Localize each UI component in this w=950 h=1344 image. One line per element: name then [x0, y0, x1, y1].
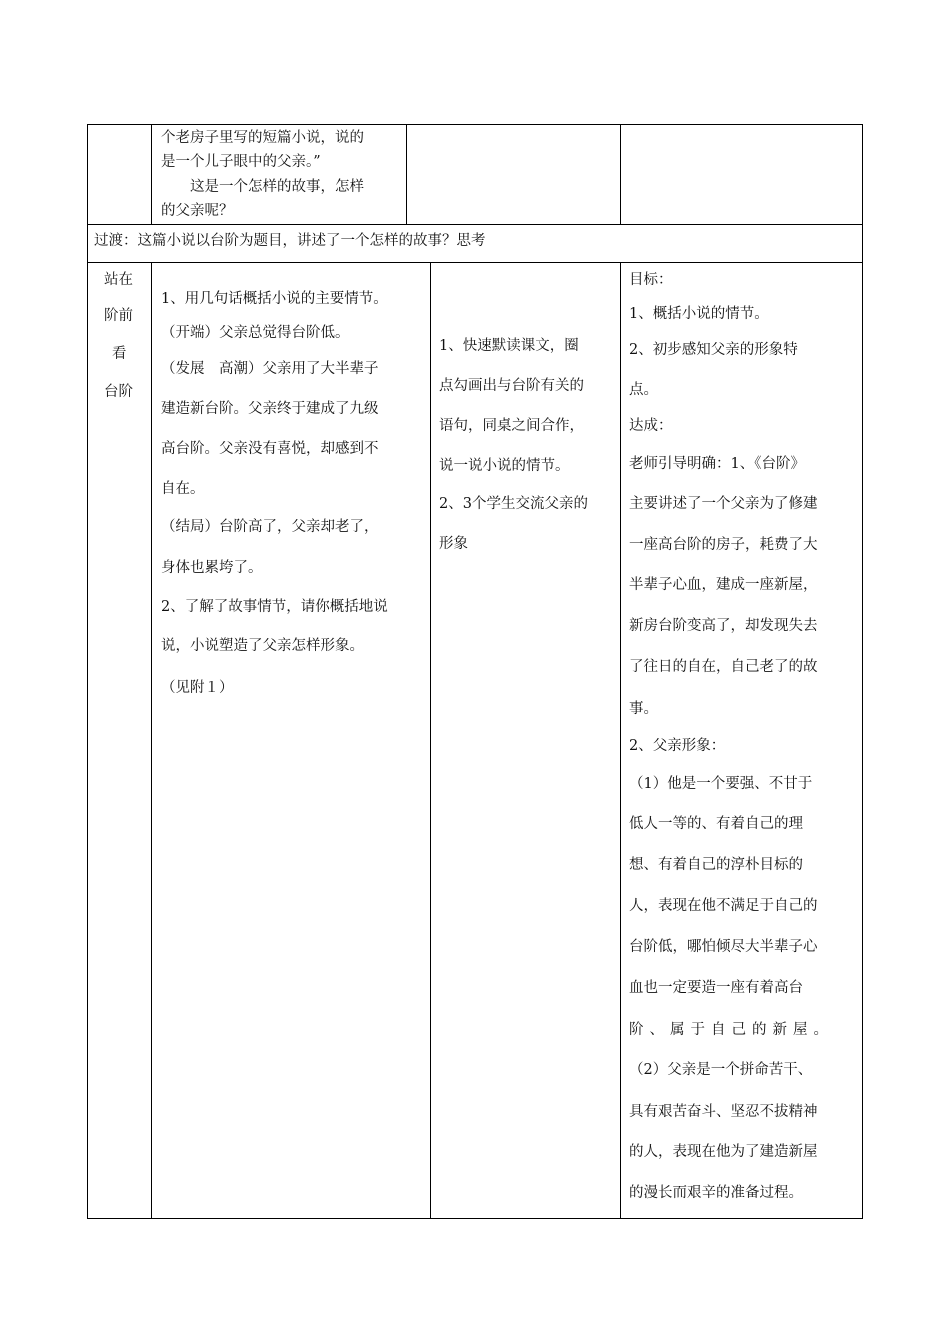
top-row-divider-2: [406, 124, 407, 224]
top-row-line: 这是一个怎样的故事，怎样: [161, 179, 364, 195]
goal-line: 了往日的自在，自己老了的故: [629, 659, 818, 675]
content-line: 建造新台阶。父亲终于建成了九级: [161, 401, 379, 417]
content-line: 高台阶。父亲没有喜悦，却感到不: [161, 441, 379, 457]
top-row-divider-1: [151, 124, 152, 224]
content-line: 1、用几句话概括小说的主要情节。: [161, 291, 388, 307]
top-row-line: 的父亲呢？: [161, 203, 234, 219]
goal-line: 想、有着自己的淳朴目标的: [629, 857, 803, 873]
goal-line: 新房台阶变高了，却发现失去: [629, 618, 818, 634]
goal-line: （1）他是一个要强、不甘于: [629, 776, 813, 792]
content-line: （发展 高潮）父亲用了大半辈子: [161, 361, 379, 377]
goal-line: 台阶低，哪怕倾尽大半辈子心: [629, 939, 818, 955]
section-title-line: 阶前: [104, 308, 133, 324]
activity-line: 语句，同桌之间合作，: [439, 418, 584, 434]
activity-line: 说一说小说的情节。: [439, 458, 570, 474]
section-title-line: 站在: [104, 272, 133, 288]
content-line: （结局）台阶高了，父亲却老了，: [161, 519, 379, 535]
table-border-transition-bottom: [87, 262, 863, 263]
content-line: 自在。: [161, 481, 205, 497]
goal-line: 具有艰苦奋斗、坚忍不拔精神: [629, 1104, 818, 1120]
goal-line: 老师引导明确：1、《台阶》: [629, 456, 805, 472]
goal-line: 1、概括小说的情节。: [629, 306, 769, 322]
goal-line: 半辈子心血，建成一座新屋，: [629, 577, 818, 593]
goal-line: 2、初步感知父亲的形象特: [629, 342, 798, 358]
main-row-divider-1: [151, 262, 152, 1218]
table-border-transition-top: [87, 224, 863, 225]
goal-line: 点。: [629, 382, 658, 398]
activity-line: 点勾画出与台阶有关的: [439, 378, 584, 394]
goal-line: 的漫长而艰辛的准备过程。: [629, 1185, 803, 1201]
goal-line: 阶、属于自己的新屋。: [629, 1022, 834, 1038]
goal-line: 达成：: [629, 418, 673, 434]
goal-line: 的人，表现在他为了建造新屋: [629, 1144, 818, 1160]
content-line: 身体也累垮了。: [161, 560, 263, 576]
main-row-divider-3: [620, 262, 621, 1218]
activity-line: 1、快速默读课文，圈: [439, 338, 579, 354]
goal-line: 低人一等的、有着自己的理: [629, 816, 803, 832]
activity-line: 形象: [439, 536, 468, 552]
content-line: （开端）父亲总觉得台阶低。: [161, 325, 350, 341]
table-border-bottom: [87, 1218, 863, 1219]
main-row-divider-2: [430, 262, 431, 1218]
goal-line: 2、父亲形象：: [629, 738, 726, 754]
goal-line: 人，表现在他不满足于自己的: [629, 898, 818, 914]
content-line: （见附１）: [161, 680, 234, 696]
section-title-line: 台阶: [104, 384, 133, 400]
transition-text: 过渡：这篇小说以台阶为题目，讲述了一个怎样的故事？思考: [94, 233, 486, 249]
goal-line: 血也一定要造一座有着高台: [629, 980, 803, 996]
top-row-line: 个老房子里写的短篇小说，说的: [161, 130, 364, 146]
table-border-top: [87, 124, 863, 125]
goal-line: （2）父亲是一个拼命苦干、: [629, 1062, 813, 1078]
content-line: 2、了解了故事情节，请你概括地说: [161, 599, 388, 615]
goal-line: 目标：: [629, 272, 673, 288]
table-border-right: [862, 124, 863, 1219]
top-row-divider-3: [620, 124, 621, 224]
goal-line: 事。: [629, 701, 658, 717]
table-border-left: [87, 124, 88, 1219]
section-title-line: 看: [112, 346, 127, 362]
activity-line: 2、3个学生交流父亲的: [439, 496, 588, 512]
content-line: 说，小说塑造了父亲怎样形象。: [161, 638, 364, 654]
goal-line: 一座高台阶的房子，耗费了大: [629, 537, 818, 553]
goal-line: 主要讲述了一个父亲为了修建: [629, 496, 818, 512]
top-row-line: 是一个儿子眼中的父亲。”: [161, 154, 321, 170]
